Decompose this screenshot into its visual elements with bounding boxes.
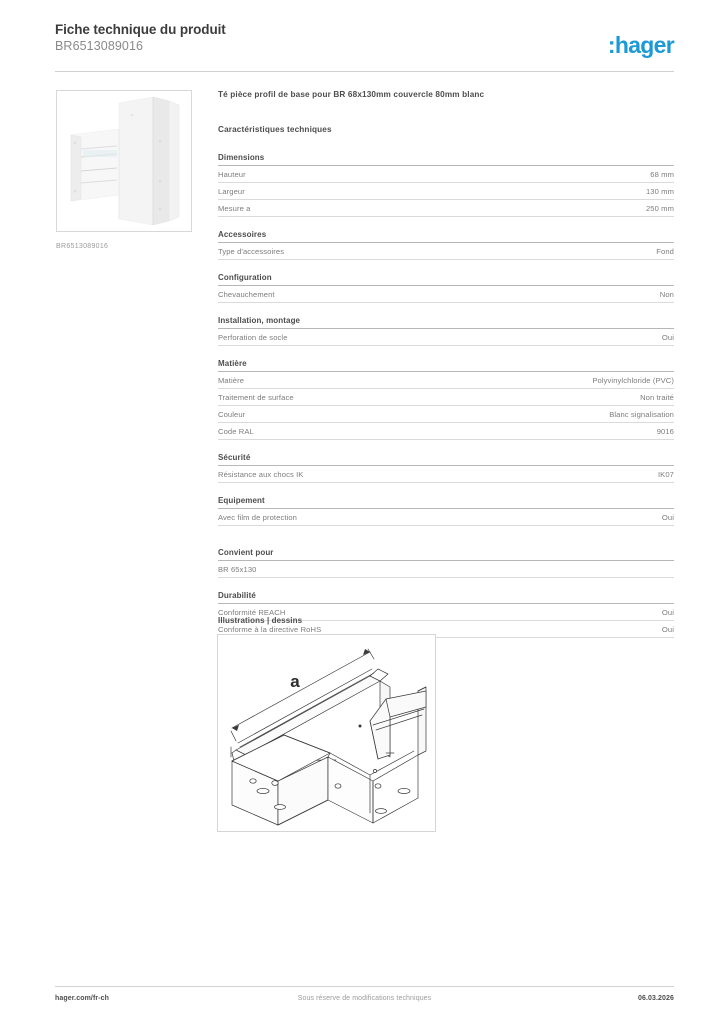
spec-row — [218, 406, 674, 423]
product-photo — [56, 90, 192, 232]
spec-group-heading: Matière — [218, 359, 674, 372]
spec-row — [218, 466, 674, 483]
product-photo-caption: BR6513089016 — [56, 243, 109, 250]
spec-row — [218, 372, 674, 389]
spec-row-label: BR 65x130 — [218, 565, 257, 574]
spec-row — [218, 286, 674, 303]
technical-drawing-image — [218, 635, 435, 831]
spec-group-heading: Dimensions — [218, 153, 674, 166]
page-title: Fiche technique du produit — [55, 22, 226, 37]
spec-row-value: IK07 — [657, 470, 674, 479]
spec-group-heading: Accessoires — [218, 230, 674, 243]
spec-group — [218, 496, 674, 526]
specifications-title: Caractéristiques techniques — [218, 125, 332, 134]
footer-website[interactable]: hager.com/fr-ch — [55, 995, 110, 1002]
spec-row-value: 68 mm — [650, 170, 674, 179]
spec-row-value: 250 mm — [645, 204, 674, 213]
spec-group — [218, 548, 674, 578]
spec-row-value: 9016 — [656, 427, 674, 436]
spec-row — [218, 243, 674, 260]
spec-row-label: Mesure a — [218, 204, 251, 213]
spec-row-label: Code RAL — [218, 427, 254, 436]
spec-row-label: Largeur — [218, 187, 245, 196]
spec-row-label: Résistance aux chocs IK — [218, 470, 304, 479]
specifications-panel — [218, 90, 674, 651]
spec-group-heading: Installation, montage — [218, 316, 674, 329]
spec-row — [218, 561, 674, 578]
header-divider — [55, 71, 674, 72]
spec-row-value: Oui — [661, 625, 674, 634]
product-reference: BR6513089016 — [55, 39, 144, 53]
page-footer — [55, 995, 674, 1009]
spec-row-label: Traitement de surface — [218, 393, 294, 402]
spec-row-value: Non — [659, 290, 674, 299]
spec-group — [218, 230, 674, 260]
technical-drawing — [217, 634, 436, 832]
spec-row — [218, 183, 674, 200]
spec-row — [218, 423, 674, 440]
product-photo-image — [57, 91, 191, 231]
spec-row — [218, 509, 674, 526]
footer-disclaimer: Sous réserve de modifications techniques — [297, 995, 432, 1002]
spec-row-value: 130 mm — [645, 187, 674, 196]
product-description: Té pièce profil de base pour BR 68x130mm couvercle 80mm blanc — [218, 90, 485, 99]
spec-row — [218, 329, 674, 346]
spec-group-heading: Equipement — [218, 496, 674, 509]
spec-group-heading: Durabilité — [218, 591, 674, 604]
spec-row-value: Non traité — [640, 393, 674, 402]
spec-row-label: Conformité REACH — [218, 608, 286, 617]
spec-row-label: Avec film de protection — [218, 513, 297, 522]
spec-group-heading: Sécurité — [218, 453, 674, 466]
footer-divider — [55, 986, 674, 987]
spec-group — [218, 453, 674, 483]
spec-row-value: Oui — [661, 333, 674, 342]
spec-row-label: Conforme à la directive RoHS — [218, 625, 322, 634]
spec-group — [218, 591, 674, 638]
page-header — [55, 22, 674, 70]
spec-row-label: Matière — [218, 376, 245, 385]
spec-row — [218, 200, 674, 217]
spec-row-value: Polyvinylchloride (PVC) — [592, 376, 674, 385]
spec-row-value: Fond — [656, 247, 674, 256]
spec-row-value: Blanc signalisation — [609, 410, 674, 419]
spec-group — [218, 153, 674, 217]
spec-row-value: Oui — [661, 513, 674, 522]
spec-group — [218, 359, 674, 440]
spec-row — [218, 389, 674, 406]
spec-row-label: Hauteur — [218, 170, 246, 179]
dimension-label-a: a — [290, 672, 300, 691]
footer-date: 06.03.2026 — [637, 995, 674, 1002]
spec-row-label: Chevauchement — [218, 290, 275, 299]
hager-logo: :hager — [607, 32, 674, 58]
spec-group-heading: Configuration — [218, 273, 674, 286]
spec-row-label: Couleur — [218, 410, 246, 419]
spec-row-value: Oui — [661, 608, 674, 617]
spec-row — [218, 166, 674, 183]
spec-group — [218, 273, 674, 303]
spec-group-heading: Convient pour — [218, 548, 674, 561]
spec-row-label: Perforation de socle — [218, 333, 288, 342]
illustrations-heading: Illustrations | dessins — [218, 616, 303, 625]
specification-groups — [218, 153, 674, 638]
spec-group — [218, 316, 674, 346]
spec-row-label: Type d'accessoires — [218, 247, 285, 256]
